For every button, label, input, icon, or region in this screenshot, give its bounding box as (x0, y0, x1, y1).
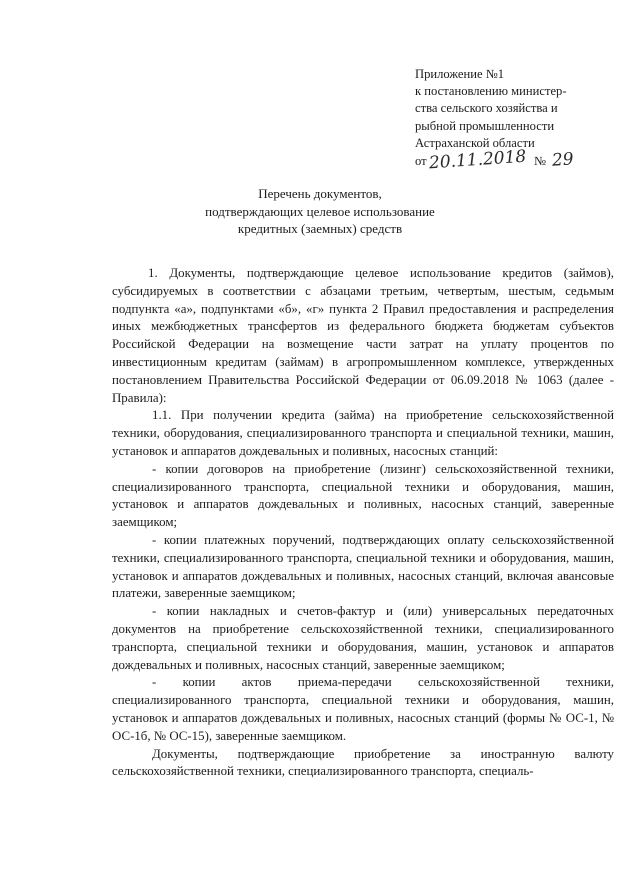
number-sign: № (533, 154, 547, 169)
list-item-acceptance-acts: - копии актов приема-передачи сельскохозяйственной техники, специализированного транспорта, специальной техники и оборудования, машин, установок и аппаратов дождевальных и поливных, насосных станций (формы № ОС-1, № ОС-1б, № ОС-15), заверенные заемщиком. (112, 675, 614, 743)
appendix-line: Астраханской области (415, 135, 535, 150)
appendix-line: к постановлению министер- (415, 84, 567, 99)
title-line: кредитных (заемных) средств (237, 221, 403, 236)
list-item-contracts: - копии договоров на приобретение (лизинг) сельскохозяйственной техники, специализированного транспорта, специальной техники и оборудования, машин, установок и аппаратов дождевальных и поливных, насосных станций, заверенные заемщиком; (112, 461, 614, 530)
document-body (112, 265, 614, 781)
appendix-line: ства сельского хозяйства и (415, 101, 558, 116)
appendix-header (415, 66, 615, 174)
appendix-line: рыбной промышленности (415, 118, 555, 133)
title-line: Перечень документов, (258, 186, 382, 201)
paragraph-foreign-currency: Документы, подтверждающие приобретение за иностранную валюту сельскохозяйственной техники, специализированного транспорта, специаль- (112, 746, 614, 779)
appendix-line: Приложение №1 (415, 67, 505, 81)
list-item-invoices: - копии накладных и счетов-фактур и (или) универсальных передаточных документов на приобретение сельскохозяйственной техники, специализированного транспорта, специальной техники и оборудования, машин, установок и аппаратов дождевальных и поливных, насосных станций, заверенные заемщиком; (112, 604, 614, 672)
handwritten-date: 20.11.2018 (428, 146, 527, 174)
list-item-payment-orders: - копии платежных поручений, подтверждающих оплату сельскохозяйственной техники, специализированного транспорта, специальной техники и оборудования, машин, установок и аппаратов дождевальных и поливных, насосных станций, включая авансовые платежи, заверенные заемщиком; (112, 532, 614, 601)
handwritten-number: 29 (551, 149, 575, 171)
title-line: подтверждающих целевое использование (205, 203, 435, 219)
appendix-date-line (415, 146, 615, 174)
date-prefix: от (415, 154, 427, 169)
document-title (100, 185, 540, 238)
paragraph-1-1: 1.1. При получении кредита (займа) на приобретение сельскохозяйственной техники, оборудования, специализированного транспорта и специальной техники, машин, установок и аппаратов дождевальных и поливных, насосных станций: (112, 408, 614, 458)
paragraph-1: 1. Документы, подтверждающие целевое использование кредитов (займов), субсидируемых в соответствии с абзацами третьим, четвертым, шестым, седьмым подпункта «а», подпунктами «б», «г» пункта 2 Правил предоставления и распределения иных межбюджетных трансфертов из федерального бюджета бюджетам субъектов Российской Федерации на возмещение части затрат на уплату процентов по инвестиционным кредитам (займам) в агропромышленном комплексе, утвержденных постановлением Правительства Российской Федерации от 06.09.2018 № 1063 (далее - Правила): (112, 266, 614, 405)
